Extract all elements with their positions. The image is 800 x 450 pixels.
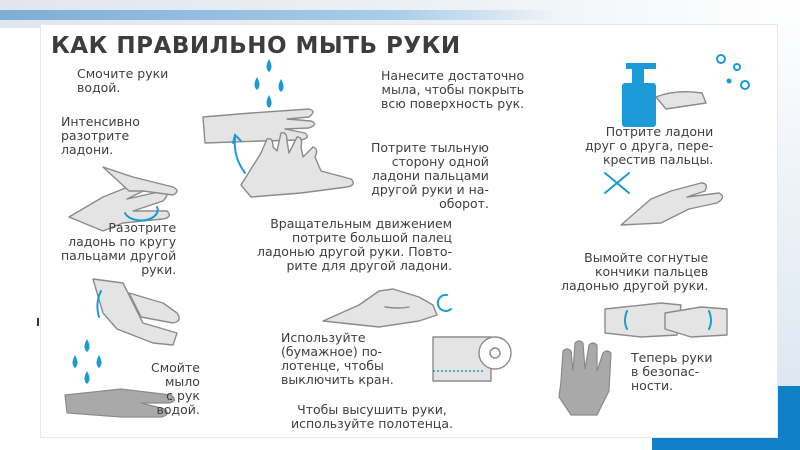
- water-drops-icon: [85, 339, 90, 352]
- clean-hand-icon: [551, 337, 621, 427]
- cross-arrow-icon: [605, 173, 629, 193]
- step-thumb-rotate-text: Вращательным движением потрите большой палец ладонью другой руки. Повто- рите для другой ладони.: [257, 216, 453, 273]
- step-safe-text: Теперь руки в безопас- ности.: [631, 350, 713, 393]
- interlace-fingers-illustration: [601, 165, 741, 235]
- step-rub-palms-text: Интенсивно разотрите ладони.: [61, 114, 140, 157]
- step-back-of-hand-text: Потрите тыльную сторону одной ладони пальцами другой руки и на- оборот.: [371, 140, 489, 211]
- up-down-arrow-icon: [235, 137, 245, 173]
- step-fingertips-text: Вымойте согнутые кончики пальцев ладонью другой руки.: [561, 250, 709, 293]
- step-apply-soap-text: Нанесите достаточно мыла, чтобы покрыть всю поверхность рук.: [381, 68, 525, 111]
- thumb-rotate-illustration: [319, 267, 469, 337]
- rotate-arrow-icon: [438, 295, 451, 311]
- bubbles-icon: [701, 49, 761, 109]
- step-circular-palm-text: Разотрите ладонь по кругу пальцами другой руки.: [61, 220, 177, 277]
- step-dry-hands-text: Чтобы высушить руки, используйте полотенца.: [291, 402, 454, 431]
- step-interlace-fingers-text: Потрите ладони друг о друга, пере- крестив пальцы.: [585, 124, 714, 167]
- slide-left-marker: [37, 318, 39, 326]
- slide-top-accent: [0, 10, 560, 20]
- poster-title: КАК ПРАВИЛЬНО МЫТЬ РУКИ: [51, 33, 461, 59]
- step-wet-hands-text: Смочите руки водой.: [77, 66, 169, 95]
- step-rinse-text: Смойте мыло с рук водой.: [151, 360, 200, 417]
- step-turn-off-tap-text: Используйте (бумажное) по- лотенце, чтобы выключить кран.: [281, 330, 394, 387]
- back-of-hand-illustration: [231, 123, 371, 213]
- handwash-poster: [40, 24, 778, 438]
- paper-towel-icon: [429, 331, 519, 391]
